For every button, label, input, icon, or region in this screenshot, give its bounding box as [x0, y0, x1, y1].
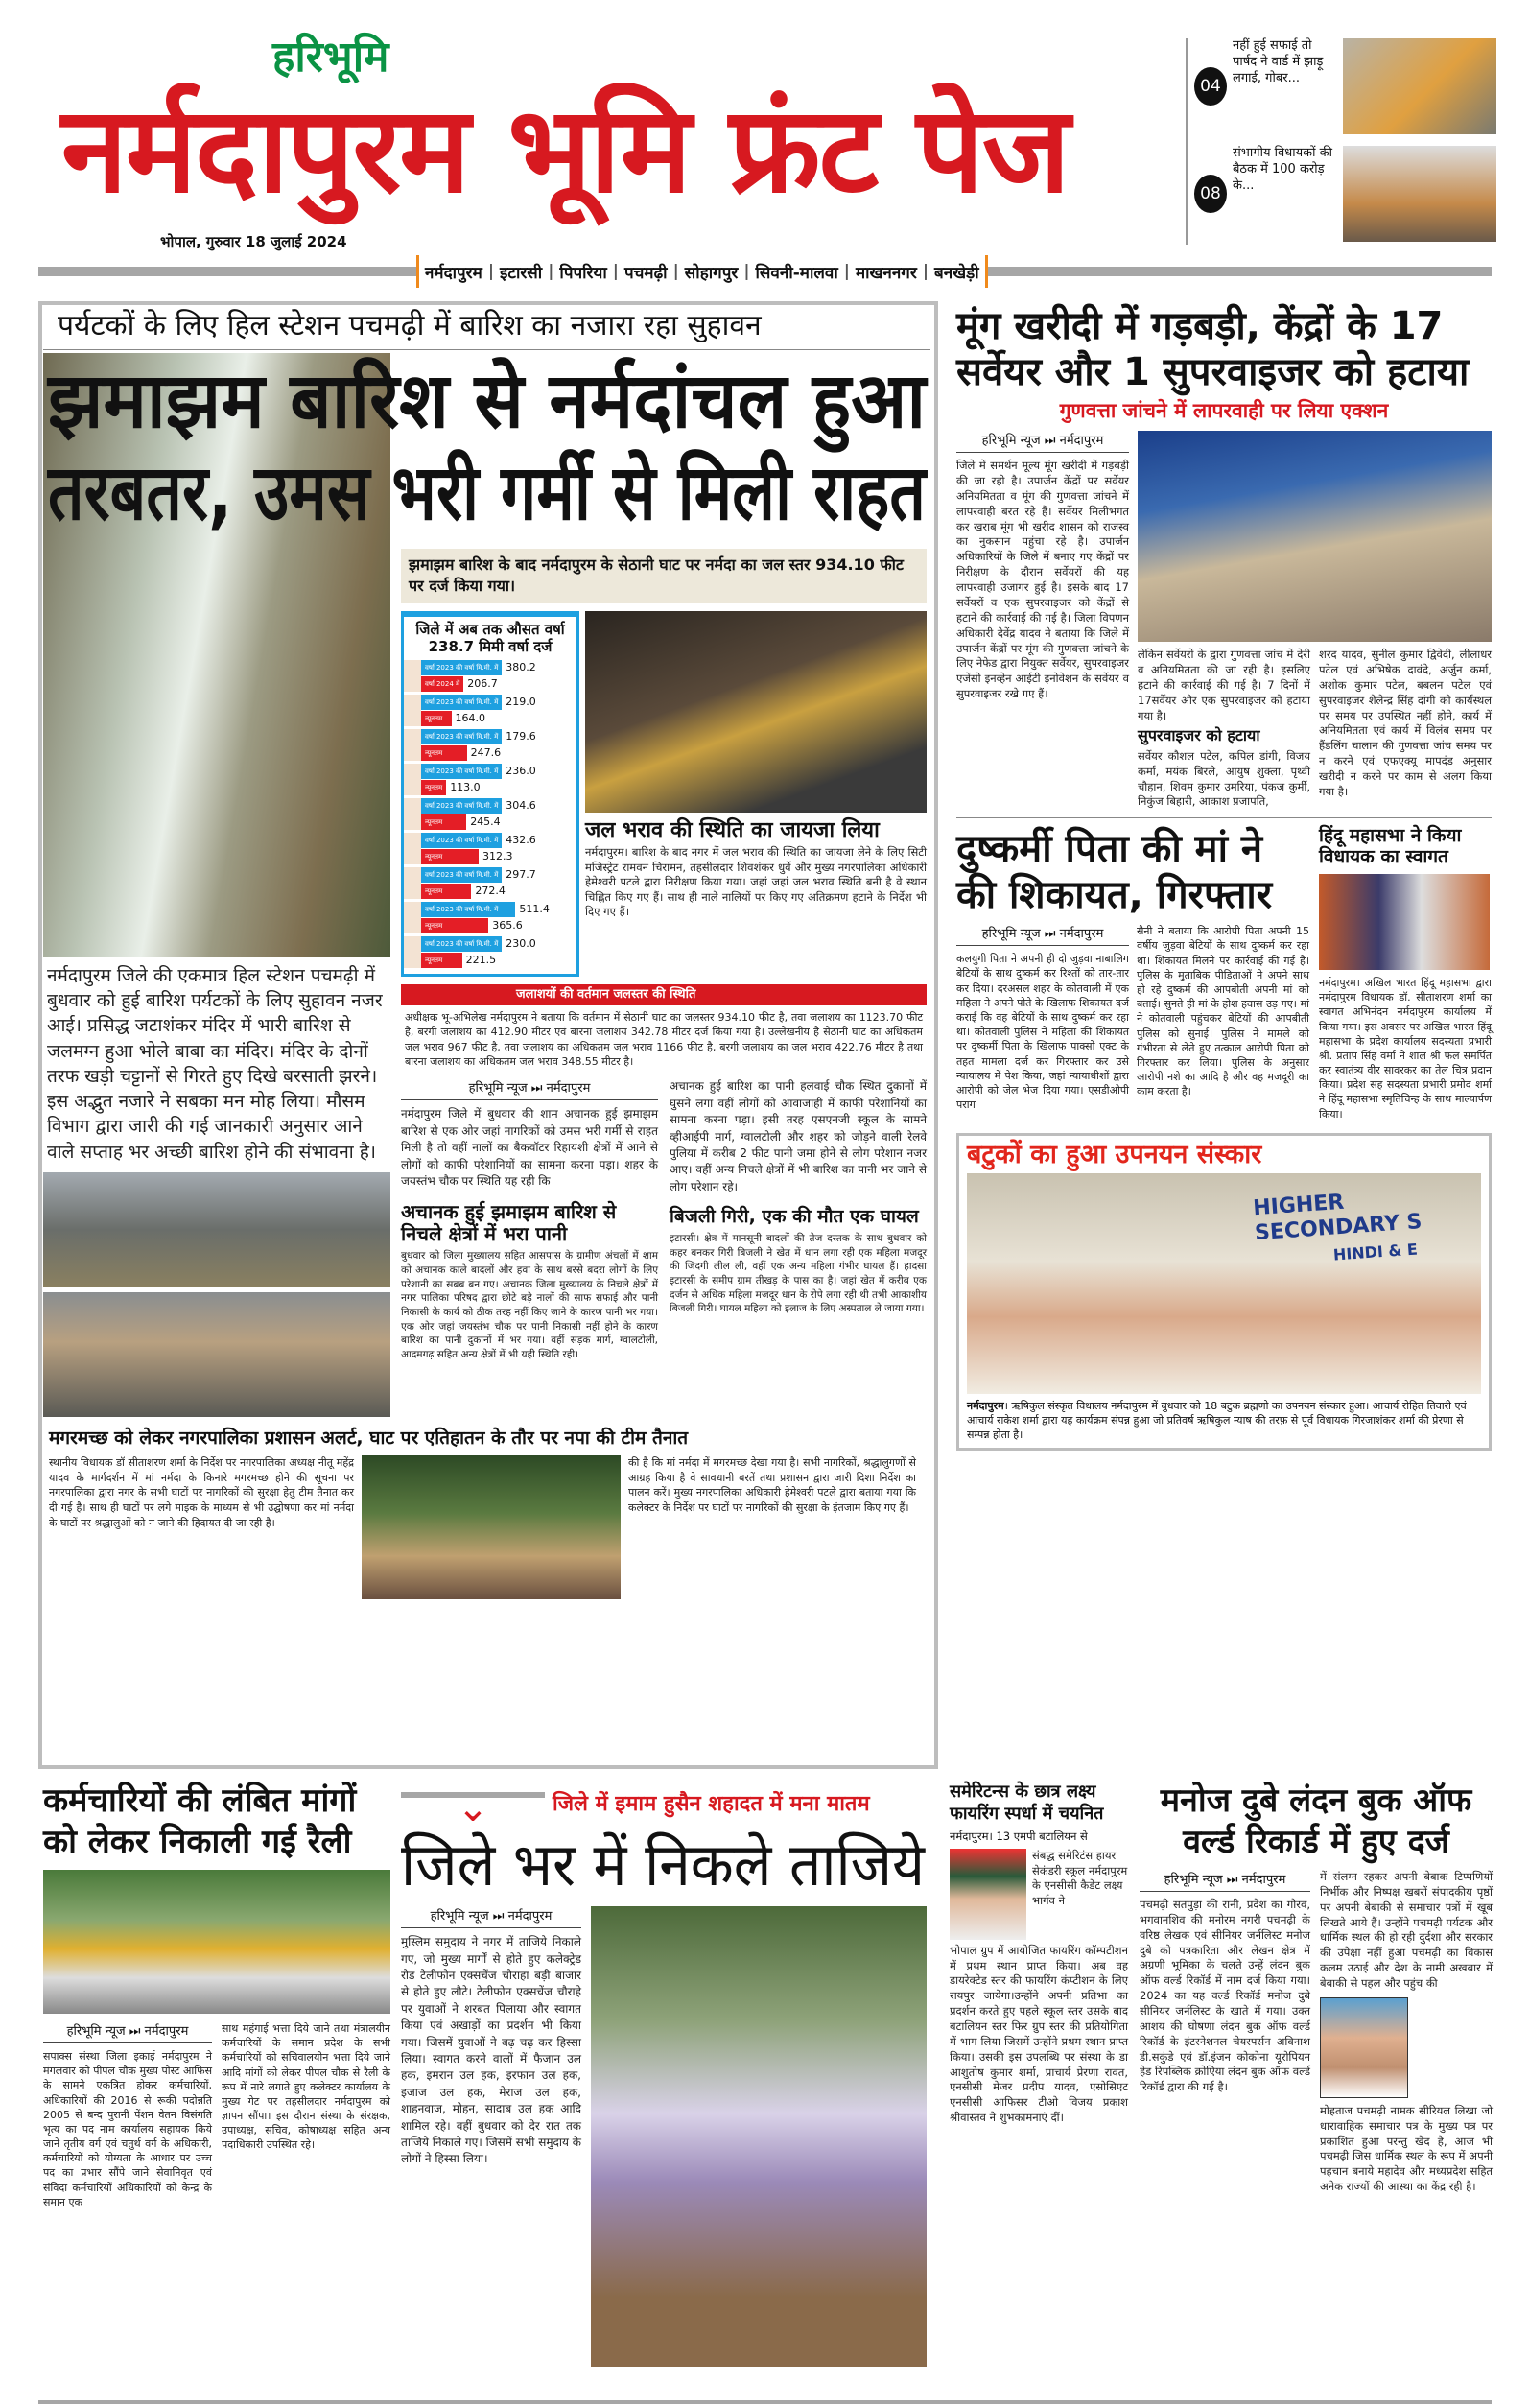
karmachari-text-2: साथ महंगाई भत्ता दिये जाने तथा मंत्रालयीन कर्मचारियों के समान प्रदेश के सभी कर्मचारियों को सचिवालयीन भत्ता दिये जाने आदि मांगों को लेकर पीपल चौक से रैली के रूप में नारे लगाते हुए कलेक्टर कार्यालय के मुख्य गेट पर तहसीलदार नर्मदापुरम को ज्ञापन सौंपा। इस दौरान संस्था के संरक्षक, उपाध्यक्ष, सचिव, कोषाध्यक्ष सहित अन्य पदाधिकारी उपस्थित रहे। [222, 2022, 390, 2152]
manoj-text-2: में संलग्न रहकर अपनी बेबाक टिप्पणियों निर्भीक और निष्पक्ष खबरों संपादकीय पृष्ठों पर अपनी बेबाकी से समाचार पत्रों में खूब लिखते आये हैं। उन्होंने पचमढ़ी पर्यटक और धार्मिक स्थल की हो रही दुर्दशा और सरकार की उपेक्षा नहीं हुआ पचमढ़ी का विकास कलम उठाई और देश के नामी अखबार में बेबाकी से पहल और पहुंच की [1320, 1870, 1493, 1991]
batuk-photo [967, 1173, 1481, 1394]
reservoir-bar: जलाशयों की वर्तमान जलस्तर की स्थिति [401, 984, 927, 1005]
batuk-headline: बटुकों का हुआ उपनयन संस्कार [967, 1139, 1262, 1169]
bar-value-label: 164.0 [455, 712, 486, 725]
bar-value-label: 304.6 [506, 799, 536, 813]
moong-text-3: सर्वेयर कौशल पटेल, कपिल डांगी, विजय कर्मा, मयंक बिरले, आयुष शुक्ला, पृथ्वी चौहान, शिवम कुमार उमरिया, पंकज कुर्मी, निकुंज बिहारी, आकाश प्रजापति, [1138, 748, 1310, 809]
achanak-headline: अचानक हुई झमाझम बारिश से निचले क्षेत्रों में भरा पानी [401, 1200, 617, 1246]
byline-source: हरिभूमि न्यूज [981, 927, 1041, 942]
bar-line [421, 902, 576, 917]
flood-photo-2 [43, 1292, 390, 1417]
bar-2024: न्यूनतम [421, 745, 467, 761]
forward-icon: ⏭ [492, 1909, 505, 1924]
tajiye-kicker: जिले में इमाम हुसैन शहादत में मना मातम [553, 1791, 870, 1816]
forward-icon: ⏭ [530, 1081, 543, 1097]
page-number-badge: 08 [1194, 175, 1227, 213]
tajiye-photo [591, 1906, 927, 2367]
byline [1140, 1870, 1310, 1892]
tajiye-col [401, 1906, 581, 2167]
jal-text: नर्मदापुरम। बारिश के बाद नगर में जल भराव की स्थिति का जायजा लेने के लिए सिटी मजिस्ट्रेट रामवन चिरामन, तहसीलदार शिवशंकर धुर्वे और मुख्य नगरपालिका अधिकारी हेमेश्वरी पटले द्वारा निरीक्षण किया गया। जहां जहां जल भराव स्थिति बनी है वे स्थान चिह्नित किए गए हैं। साथ ही नाले नालियों पर किए गए अतिक्रमण हटाने के निर्देश भी दिए गए हैं। [585, 845, 927, 919]
byline-place: नर्मदापुरम [546, 1081, 591, 1097]
teaser-04[interactable] [1194, 38, 1492, 134]
byline [956, 431, 1129, 453]
manoj-text-1: पचमढ़ी सतपुड़ा की रानी, प्रदेश का गौरव, भगवानशिव की मनोरम नगरी पचमढ़ी के वरिष्ठ लेखक एवं सीनियर जर्नलिस्ट मनोज दुबे को पत्रकारिता और लेखन क्षेत्र में अग्रणी भूमिका के चलते उन्हें लंदन बुक ऑफ वर्ल्ड रिकॉर्ड में नाम दर्ज किया गया। 2024 का यह वर्ल्ड रिकॉर्ड मनोज दुबे सीनियर जर्नलिस्ट के खाते में गया। उक्त आशय की घोषणा लंदन बुक ऑफ वर्ल्ड रिकॉर्ड के इंटरनेशनल चेयरपर्सन अविनाश डी.सकुंडे एवं डॉ.इंजन कोकोना यूरोपियन हेड रिपब्लिक क्रोएिया लंदन बुक ऑफ वर्ल्ड रिकॉर्ड द्वारा की गई है। [1140, 1898, 1310, 2094]
bar-2024: न्यूनतम [421, 814, 466, 830]
moong-row [956, 431, 1492, 810]
lead-headline-line1: झमाझम बारिश से नर्मदांचल हुआ [48, 356, 926, 445]
bar-2024: न्यूनतम [421, 849, 479, 864]
bar-2023: वर्षा 2023 की वर्षा मि.मी. में [421, 833, 502, 848]
bar-value-label: 179.6 [506, 730, 536, 744]
dushkarmi-text-2: सैनी ने बताया कि आरोपी पिता अपनी 15 वर्षीय जुड़वा बेटियों के साथ दुष्कर्म कर रहा था। शिकायत मिलने पर कार्रवाई की गई है। पुलिस के मुताबिक पीड़िताओं ने अपने साथ हो रहे दुष्कर्म की आपबीती अपनी मां को बताई। सुनते ही मां के होश हवास उड़ गए। मां ने कोतवाली पहुंचकर बेटियों की आपबीती पुलिस को सुनाई। पुलिस ने मामले को गंभीरता से लेते हुए तत्काल आरोपी पिता को गिरफ्तार कर लिया। पुलिस के अनुसार आरोपी नशे का आदि है और वह मजदूरी का काम करता है। [1137, 925, 1309, 1098]
rainfall-row [404, 833, 576, 864]
bar-value-label: 247.6 [470, 746, 502, 760]
teaser-text: संभागीय विधायकों की बैठक में 100 करोड़ के... [1233, 146, 1332, 193]
nav-item[interactable]: माखननगर [855, 263, 917, 283]
batuk-caption [967, 1399, 1481, 1443]
forward-icon: ⏭ [129, 2024, 141, 2039]
samaritans-text-2: संबद्ध समेरिटंस हायर सेकंडरी स्कूल नर्मदापुरम के एनसीसी कैडेट लक्ष्य भार्गव ने [1032, 1848, 1128, 1908]
ghat-photo [362, 1455, 621, 1599]
byline [401, 1906, 581, 1928]
rainfall-row [404, 902, 576, 933]
moong-text-columns [1138, 648, 1492, 810]
bar-2024: न्यूनतम [421, 918, 488, 933]
school-banner-text [1253, 1181, 1481, 1272]
byline-source: हरिभूमि न्यूज [430, 1909, 489, 1924]
flood-photo-1 [43, 1172, 390, 1287]
mahasabha-section [1319, 826, 1492, 1121]
bar-2023: वर्षा 2023 की वर्षा मि.मी. में [421, 936, 502, 952]
bar-value-label: 365.6 [492, 919, 523, 933]
bar-line [421, 936, 576, 952]
forward-icon: ⏭ [1044, 434, 1056, 449]
bar-2023: वर्षा 2023 की वर्षा मि.मी. में [421, 798, 502, 814]
magarmach-text-1: स्थानीय विधायक डॉ सीताशरण शर्मा के निर्देश पर नगरपालिका अध्यक्ष नीतू महेंद्र यादव के मार्गदर्शन में मां नर्मदा के किनारे मगरमच्छ होने की सूचना पर नगरपालिका द्वारा नगर के सभी घाटों पर नागरिकों की सुरक्षा हेतु टीम तैनात कर दी गई है। साथ ही घाटों पर लगे माइक के माध्यम से भी उद्घोषणा कर मां नर्मदा के घाटों पर श्रद्धालुओं को न जाने की हिदायत दी जा रही है। [49, 1455, 354, 1530]
bijli-headline: बिजली गिरी, एक की मौत एक घायल [670, 1206, 919, 1228]
lead-kicker: पर्यटकों के लिए हिल स्टेशन पचमढ़ी में बारिश का नजारा रहा सुहावन [58, 309, 762, 342]
bar-2024: न्यूनतम [421, 780, 446, 795]
bar-line [421, 918, 576, 933]
karmachari-text-1: सपाक्स संस्था जिला इकाई नर्मदापुरम ने मंगलवार को पीपल चौक मुख्य पोस्ट आफिस के सामने एकत्रित होकर कर्मचारियों, अधिकारियों की 2016 से रूकी पदोन्नति 2005 से बन्द पुरानी पेंशन वेतन विसंगति भृत्य का पद नाम कार्यालय सहायक किये जाने तृतीय वर्ग एवं चतुर्थ वर्ग के अधिकारी, कर्मचारियों को योग्यता के आधार पर उच्च पद का प्रभार सौंपे जाने सेवानिवृत एवं संविदा कर्मचारियों अधिकारियों को केन्द्र के समान एक [43, 2050, 212, 2208]
forward-icon: ⏭ [1226, 1873, 1238, 1887]
byline-place: नर्मदापुरम [507, 1909, 553, 1924]
teaser-08[interactable] [1194, 146, 1492, 242]
rainfall-row [404, 867, 576, 899]
caption-place: नर्मदापुरम [967, 1399, 1004, 1412]
moong-headline: मूंग खरीदी में गड़बड़ी, केंद्रों के 17 सर्वेयर और 1 सुपरवाइजर को हटाया [956, 304, 1470, 394]
bar-line [421, 849, 576, 864]
manoj-text-3: मोहताज पचमढ़ी नामक सीरियल लिखा जो धारावाहिक समाचार पत्र के मुख्य पत्र पर प्रकाशित हुआ परन्तु खेद है, आज भी पचमढ़ी जिस धार्मिक स्थल के रूप में अपनी पहचान बनाये महादेव और मध्यप्रदेश सहित अनेक राज्यों की आस्था का केंद्र रही है। [1320, 2103, 1493, 2194]
nav-item[interactable]: बनखेड़ी [934, 263, 979, 283]
bar-value-label: 272.4 [475, 885, 506, 898]
teaser-photo [1343, 146, 1496, 242]
teaser-photo [1343, 38, 1496, 134]
bar-value-label: 380.2 [506, 661, 536, 674]
byline-place: नर्मदापुरम [144, 2024, 189, 2039]
bar-value-label: 221.5 [465, 954, 497, 967]
nav-item[interactable]: इटारसी [500, 263, 543, 283]
karmachari-col1 [43, 2021, 212, 2209]
rainfall-row [404, 695, 576, 726]
tajiye-kicker-graphic [401, 1781, 545, 1829]
rainfall-row [404, 729, 576, 761]
tajiye-kicker-row [401, 1781, 927, 1829]
bar-2024: न्यूनतम [421, 884, 471, 899]
moong-right [1138, 431, 1492, 810]
byline [43, 2021, 212, 2043]
rainfall-row [404, 798, 576, 830]
moong-text-1: जिले में समर्थन मूल्य मूंग खरीदी में गड़बड़ी की जा रही है। उपार्जन केंद्रों पर सर्वेयर अनियमितता व मूंग की गुणवत्ता जांचने में लापरवाही बरत रहे हैं। सर्वेयर मिलीभगत कर खराब मूंग भी खरीद शासन को राजस्व का नुकसान पहुंचा रहे है। उपार्जन अधिकारियों के जिले में बनाए गए केंद्रों पर निरीक्षण के दौरान सर्वेयरों की यह लापरवाही उजागर हुई है। इसके बाद 17 सर्वेयरों व एक सुपरवाइजर को केंद्रों से हटाने की कार्रवाई की गई है। जिला विपणन अधिकारी देवेंद्र यादव ने बताया कि जिले में उपार्जन केंद्रों पर मूंग की गुणवत्ता जांचने के लिए नेफेड द्वारा नियुक्त सर्वेयर, सुपरवाइजर एजेंसी इनव्हेन आईटी इनोवेशन के सर्वेयर व सुपरवाइजर रखे गए हैं। [956, 459, 1129, 701]
nav-item[interactable]: नर्मदापुरम [425, 263, 482, 283]
karmachari-columns [43, 2021, 390, 2209]
manoj-col2 [1320, 1870, 1493, 2195]
student-photo [950, 1849, 1026, 1940]
bar-2023: वर्षा 2023 की वर्षा मि.मी. में [421, 902, 515, 917]
byline-source: हरिभूमि न्यूज [468, 1081, 528, 1097]
samaritans-dateline: नर्मदापुरम। 13 एमपी बटालियन से [950, 1829, 1088, 1843]
samaritans-photo-row [950, 1849, 1128, 1940]
section-rule [956, 817, 1492, 818]
jal-section [585, 611, 927, 920]
banner-line: HINDI & E [1332, 1239, 1419, 1264]
nav-item[interactable]: पचमढ़ी [623, 263, 668, 283]
mahasabha-headline: हिंदू महासभा ने किया विधायक का स्वागत [1319, 825, 1462, 868]
bar-line [421, 798, 576, 814]
dushkarmi-headline: दुष्कर्मी पिता की मां ने की शिकायत, गिरफ्तार [956, 827, 1273, 918]
bar-value-label: 297.7 [506, 868, 536, 882]
section-nav: नर्मदापुरम | इटारसी | पिपरिया | पचमढ़ी | सोहागपुर | सिवनी-मालवा | माखननगर | बनखेड़ी [416, 255, 988, 288]
dateline: भोपाल, गुरुवार 18 जुलाई 2024 [160, 233, 347, 250]
reservoir-text: अधीक्षक भू-अभिलेख नर्मदापुरम ने बताया कि वर्तमान में सेठानी घाट का जलस्तर 934.10 फीट है, तवा जलाशय का 1123.70 फीट है, बरगी जलाशय का 412.90 मीटर एवं बारना जलाशय 342.78 मीटर दर्ज किया गया है। उल्लेखनीय है सेठानी घाट का अधिकतम जल भराव 967 फीट है, तवा जलाशय का अधिकतम जल भराव 1166 फीट है, बरगी जलाशय का जल भराव 422.76 मीटर है तथा बारना जलाशय का अधिकतम जल भराव 348.55 मीटर है। [405, 1010, 923, 1068]
nav-item[interactable]: सिवनी-मालवा [755, 263, 838, 283]
achanak-text: बुधवार को जिला मुख्यालय सहित आसपास के ग्रामीण अंचलों में शाम को अचानक काले बादलों और हवा के साथ बरसे बदरा लोगों के लिए परेशानी का सबब बन गए। अचानक जिला मुख्यालय के निचले क्षेत्रों में नगर पालिका परिषद द्वारा छोटे बड़े नालों की साफ सफाई और पानी निकासी के कार्य को ठीक तरह नहीं किए जाने के कारण पानी भर गया। एक ओर जहां जयस्तंभ चौक पर पानी निकासी नहीं होने के कारण बारिश का पानी दुकानों में भर गया। वहीं सड़क मार्ग, ग्वालटोली, आदमगढ़ सहित अन्य क्षेत्रों में भी यही स्थिति रही। [401, 1250, 658, 1361]
page-number-badge: 04 [1194, 67, 1227, 106]
magarmach-text-2: की है कि मां नर्मदा में मगरमच्छ देखा गया है। सभी नागरिकों, श्रद्धालुगणों से आग्रह किया है वे सावधानी बरतें तथा प्रशासन द्वारा जारी दिशा निर्देश का पालन करें। मुख्य नगरपालिका अधिकारी हेमेश्वरी पटले द्वारा बताया गया कि कलेक्टर के निर्देश पर घाटों पर नागरिकों की सुरक्षा के इंतजाम किए गए हैं। [628, 1455, 916, 1515]
karmachari-section [43, 1781, 390, 2209]
chevron-down-icon: ⌄ [457, 1786, 489, 1830]
manoj-col1 [1140, 1870, 1310, 2095]
col3-text: अचानक हुई बारिश का पानी हलवाई चौक स्थित दुकानों में घुसने लगा वहीं लोगों को आवाजाही में काफी परेशानियों का सामना करना पड़ा। इसी तरह एसएनजी स्कूल के सामने व्हीआईपी मार्ग, ग्वालटोली और शहर को जोड़ने वाली रेलवे पुलिया में करीब 2 फीट पानी जमा होने से लोग परेशान नजर आए। वहीं अन्य निचले क्षेत्रों में भी बारिश का पानी भर जाने से लोग परेशान रहे। [670, 1079, 927, 1193]
bar-2023: वर्षा 2023 की वर्षा मि.मी. में [421, 867, 502, 883]
moong-photo [1138, 431, 1492, 642]
jal-headline: जल भराव की स्थिति का जायजा लिया [585, 817, 880, 842]
rainfall-row [404, 660, 576, 692]
bar-line [421, 745, 576, 761]
byline-place: नर्मदापुरम [1059, 434, 1104, 449]
lead-columns [43, 549, 929, 1417]
tajiye-headline: जिले भर में निकले ताजिये [401, 1830, 925, 1900]
lead-left-column [43, 549, 390, 1417]
bar-line [421, 953, 576, 968]
bar-value-label: 245.4 [470, 815, 501, 829]
bar-value-label: 206.7 [467, 677, 498, 691]
manoj-section [1140, 1781, 1493, 2195]
lead-text-columns [401, 1078, 927, 1361]
rainfall-row [404, 936, 576, 968]
masthead-title: नर्मदापुरम भूमि फ्रंट पेज [61, 82, 1069, 220]
tajiye-section [401, 1781, 927, 2367]
moong-text-2-body: लेकिन सर्वेयरों के द्वारा गुणवत्ता जांच में देरी व अनियमितता की जा रही है। इसलिए हटाने की कार्रवाई की गई है। 7 दिनों में 17सर्वेयर और एक सुपरवाइजर को हटाया गया है। [1138, 648, 1310, 722]
lead-right-column [401, 549, 927, 1362]
bar-line [421, 695, 576, 710]
bar-value-label: 312.3 [482, 850, 513, 863]
bar-value-label: 219.0 [506, 696, 536, 709]
byline-source: हरिभूमि न्यूज [981, 434, 1041, 449]
lead-lower [43, 549, 929, 1599]
lead-subdeck: झमाझम बारिश के बाद नर्मदापुरम के सेठानी घाट पर नर्मदा का जल स्तर 934.10 फीट पर दर्ज किया गया। [401, 549, 927, 603]
tajiye-text: मुस्लिम समुदाय ने नगर में ताजिये निकाले गए, जो मुख्य मार्गों से होते हुए कलेक्ट्रेड रोड टेलीफोन एक्सचेंज चौराहा बड़ी बाजार से होते हुए लौटे। टेलीफोन एक्सचेंज चौराहे पर युवाओं ने शरबत पिलाया और स्वागत किया एवं अखाड़ों का प्रदर्शन भी किया गया। जिसमें युवाओं ने बढ़ चढ़ कर हिस्सा लिया। स्वागत करने वालों में फैजान उल हक, इमरान उल हक, इरफान उल हक, इजाज उल हक, मेराज उल हक, शाहनवाज, मोहन, सादाब उल हक आदि शामिल रहे। वहीं बुधवार को देर रात तक ताजिये निकाले गए। जिसमें सभी समुदाय के लोगों ने हिस्सा लिया। [401, 1935, 581, 2166]
samaritans-text-3: भोपाल ग्रुप में आयोजित फायरिंग कॉम्पटीशन में प्रथम स्थान प्राप्त किया। अब वह डायरेक्टेड स्तर की फायरिंग कंप्टीशन के लिए रायपुर जायेगा।उन्होंने अपनी प्रतिभा का प्रदर्शन करते हुए पहले स्कूल स्तर उसके बाद बटालियन स्तर फिर ग्रुप स्तर की प्रतियोगिता में भाग लिया जिसमें उन्होंने प्रथम स्थान प्राप्त किया। उसकी इस उपलब्धि पर संस्था के डा आशुतोष कुमार शर्मा, प्राचार्य प्रेरणा रावत, एनसीसी मेजर प्रदीप यादव, एसोसिएट एनसीसी आफिसर टीओ विजय प्रकाश श्रीवास्तव ने शुभकामनाएं दीं। [950, 1943, 1128, 2125]
batuk-box [956, 1133, 1492, 1452]
nav-item[interactable]: पिपरिया [559, 263, 607, 283]
manoj-headline: मनोज दुबे लंदन बुक ऑफ वर्ल्ड रिकार्ड में हुए दर्ज [1160, 1782, 1472, 1861]
dushkarmi-columns [956, 924, 1309, 1112]
dushkarmi-text-1: कलयुगी पिता ने अपनी ही दो जुड़वा नाबालिग बेटियों के साथ दुष्कर्म कर रिश्तों को तार-तार कर दिया। दरअसल शहर के कोतवाली में एक महिला ने अपने पोते के खिलाफ शिकायत दर्ज कराई कि वह बेटियों के साथ दुष्कर्म कर रहा था। कोतवाली पुलिस ने महिला की शिकायत पर दुष्कर्मी पिता के खिलाफ पाक्सो एक्ट के तहत मामला दर्ज कर गिरफ्तार कर उसे न्यायालय में पेश किया, जहां न्यायाधीशों द्वारा आरोपी को जेल भेज दिया गया। एसडीओपी पराग [956, 953, 1129, 1112]
bar-2023: वर्षा 2023 की वर्षा मि.मी. में [421, 660, 502, 675]
banner-line: HIGHER SECONDARY S [1252, 1190, 1423, 1246]
byline [401, 1078, 658, 1100]
dushkarmi-row [956, 826, 1492, 1121]
byline-source: हरिभूमि न्यूज [1164, 1873, 1223, 1887]
bar-line [421, 711, 576, 726]
bar-line [421, 764, 576, 779]
moong-subhead: गुणवत्ता जांचने में लापरवाही पर लिया एक्शन [1059, 399, 1389, 422]
bar-value-label: 236.0 [506, 765, 536, 778]
mahasabha-text: नर्मदापुरम। अखिल भारत हिंदू महासभा द्वारा नर्मदापुरम विधायक डॉ. सीताशरण शर्मा का स्वागत अभिनंदन नर्मदापुरम कार्यालय में किया गया। इस अवसर पर अखिल भारत हिंदू महासभा के प्रदेश कार्यालय सदस्यता प्रभारी श्री. प्रताप सिंह वर्मा ने शाल श्री फल समर्पित कर स्वातंत्र्य वीर सावरकर का तेल चित्र प्रदान किया। प्रदेश सह सदस्यता प्रभारी प्रमोद शर्मा ने हिंदू महासभा स्मृतिचिन्ह के साथ माल्यार्पण किया। [1319, 977, 1492, 1121]
bar-line [421, 884, 576, 899]
dushkarmi-col1 [956, 924, 1129, 1112]
byline-place: नर्मदापुरम [1059, 927, 1104, 942]
inspection-photo [585, 611, 927, 813]
samaritans-section [950, 1781, 1128, 2126]
page-bottom-rule [38, 2400, 1492, 2404]
mahasabha-photo [1319, 874, 1490, 970]
bar-line [421, 729, 576, 744]
bar-2023: वर्षा 2023 की वर्षा मि.मी. में [421, 729, 502, 744]
kicker-rule [43, 349, 930, 350]
pachmarhi-text: नर्मदापुरम जिले की एकमात्र हिल स्टेशन पचमढ़ी में बुधवार को हुई बारिश पर्यटकों के लिए सुहावन नजर आई। प्रसिद्ध जटाशंकर मंदिर में भारी बारिश से जलमग्न हुआ भोले बाबा का मंदिर। मंदिर के दोनों तरफ खड़ी चट्टानों से गिरते हुए दिखे बरसाती झरने। इस अद्भुत नजारे ने सबका मन मोह लिया। मौसम विभाग द्वारा जारी की गई जानकारी अनुसार आने वाले सप्ताह भर अच्छी बारिश होने की संभावना है। [47, 965, 383, 1163]
bijli-text: इटारसी। क्षेत्र में मानसूनी बादलों की तेज दस्तक के साथ बुधवार को कहर बनकर गिरी बिजली ने खेत में धान लगा रही एक महिला मजदूर की जिंदगी लील ली, वहीं एक अन्य महिला गंभीर घायल हैं। हादसा इटारसी के समीप ग्राम तीखड़ के पास का है। जहां खेत में करीब एक दर्जन से अधिक महिला मजदूर धान के रोपे लगा रही थी तभी आकाशीय बिजली गिरी। घायल महिला को इलाज के लिए अस्पताल ले जाया गया। [670, 1232, 927, 1315]
tajiye-row [401, 1906, 927, 2367]
byline-source: हरिभूमि न्यूज [66, 2024, 126, 2039]
bar-line [421, 814, 576, 830]
rainfall-row [404, 764, 576, 795]
col3 [670, 1078, 927, 1316]
right-column [956, 303, 1492, 1451]
bar-value-label: 432.6 [506, 834, 536, 847]
bar-2024: न्यूनतम [421, 953, 462, 968]
bar-line [421, 676, 576, 692]
rally-photo [43, 1870, 390, 2014]
nav-item[interactable]: सोहागपुर [684, 263, 739, 283]
bar-line [421, 780, 576, 795]
byline-place: नर्मदापुरम [1241, 1873, 1286, 1887]
rainfall-chart-title: जिले में अब तक औसत वर्षा 238.7 मिमी वर्षा दर्ज [415, 620, 565, 655]
teaser-text: नहीं हुई सफाई तो पार्षद ने वार्ड में झाड़ू लगाई, गोबर... [1233, 38, 1324, 85]
rainfall-chart [401, 611, 579, 977]
magarmach-headline: मगरमच्छ को लेकर नगरपालिका प्रशासन अलर्ट, घाट पर एतिहातन के तौर पर नपा की टीम तैनात [49, 1427, 689, 1449]
masthead-logo: हरिभूमि [272, 33, 389, 82]
lead-headline-line2: तरबतर, उमस भरी गर्मी से मिली राहत [48, 448, 926, 537]
col2 [401, 1078, 658, 1361]
moong-text-2 [1138, 648, 1310, 810]
karmachari-headline: कर्मचारियों की लंबित मांगों को लेकर निकाली गई रैली [43, 1782, 357, 1861]
bar-value-label: 511.4 [519, 903, 550, 916]
bar-2024: न्यूनतम [421, 711, 452, 726]
samaritans-headline: समेरिटन्स के छात्र लक्ष्य फायरिंग स्पर्धा में चयनित [950, 1782, 1104, 1825]
bar-line [421, 660, 576, 675]
bar-line [421, 867, 576, 883]
forward-icon: ⏭ [1044, 927, 1056, 942]
bar-line [421, 833, 576, 848]
bar-value-label: 113.0 [450, 781, 481, 794]
magarmach-row [43, 1455, 929, 1599]
chart-photo-row [401, 611, 927, 977]
dushkarmi-section [956, 826, 1309, 1112]
bar-value-label: 230.0 [506, 937, 536, 951]
moong-text-4: शरद यादव, सुनील कुमार द्विवेदी, लीलाधर पटेल एवं अभिषेक दावंदे, अर्जुन कर्मा, अशोक कुमार पटेल, बबलन पटेल एवं सुपरवाइजर शैलेन्द्र सिंह दांगी को कार्यस्थल पर समय पर उपस्थित नहीं होने, कार्य में अनियमितता एवं कार्य में विलंब समय पर हैंडलिंग चालान की गुणवत्ता जांच समय पर न करने एवं एफएक्यू मापदंड अनुसार खरीदी न करने पर काम से अलग किया गया है। [1319, 648, 1492, 798]
manoj-columns [1140, 1870, 1493, 2195]
col2-text: नर्मदापुरम जिले में बुधवार की शाम अचानक हुई झमाझम बारिश से एक ओर जहां नागरिकों को उमस भरी गर्मी से राहत मिली है तो वहीं नालों का बैकवॉटर रिहायशी क्षेत्रों में आने से लोगों को काफी परेशानियों का सामना करना पड़ा। शहर के जयस्तंभ चौक पर स्थिति यह रही कि [401, 1107, 658, 1188]
rainfall-chart-rows [404, 660, 576, 968]
bar-2023: वर्षा 2023 की वर्षा मि.मी. में [421, 764, 502, 779]
caption-text: । ऋषिकुल संस्कृत विधालय नर्मदापुरम में बुधवार को 18 बटुक ब्रह्मणो का उपनयन संस्कार हुआ। आचार्य रोहित तिवारी एवं आचार्य राकेश शर्मा द्वारा यह कार्यक्रम संपन्न हुआ जो प्रतिवर्ष ऋषिकुल न्याष की तरफ़ से पूर्व विधायक गिरजाशंकर शर्मा की प्रेरणा से सम्पन्न होता है। [967, 1399, 1467, 1442]
bar-2024: वर्षा 2024 में [421, 676, 463, 692]
byline [956, 924, 1129, 946]
bar-2023: वर्षा 2023 की वर्षा मि.मी. में [421, 695, 502, 710]
moong-col1 [956, 431, 1129, 702]
teaser-divider [1186, 38, 1188, 245]
manoj-portrait [1320, 1997, 1408, 2098]
moong-subheadline: सुपरवाइजर को हटाया [1138, 726, 1260, 745]
